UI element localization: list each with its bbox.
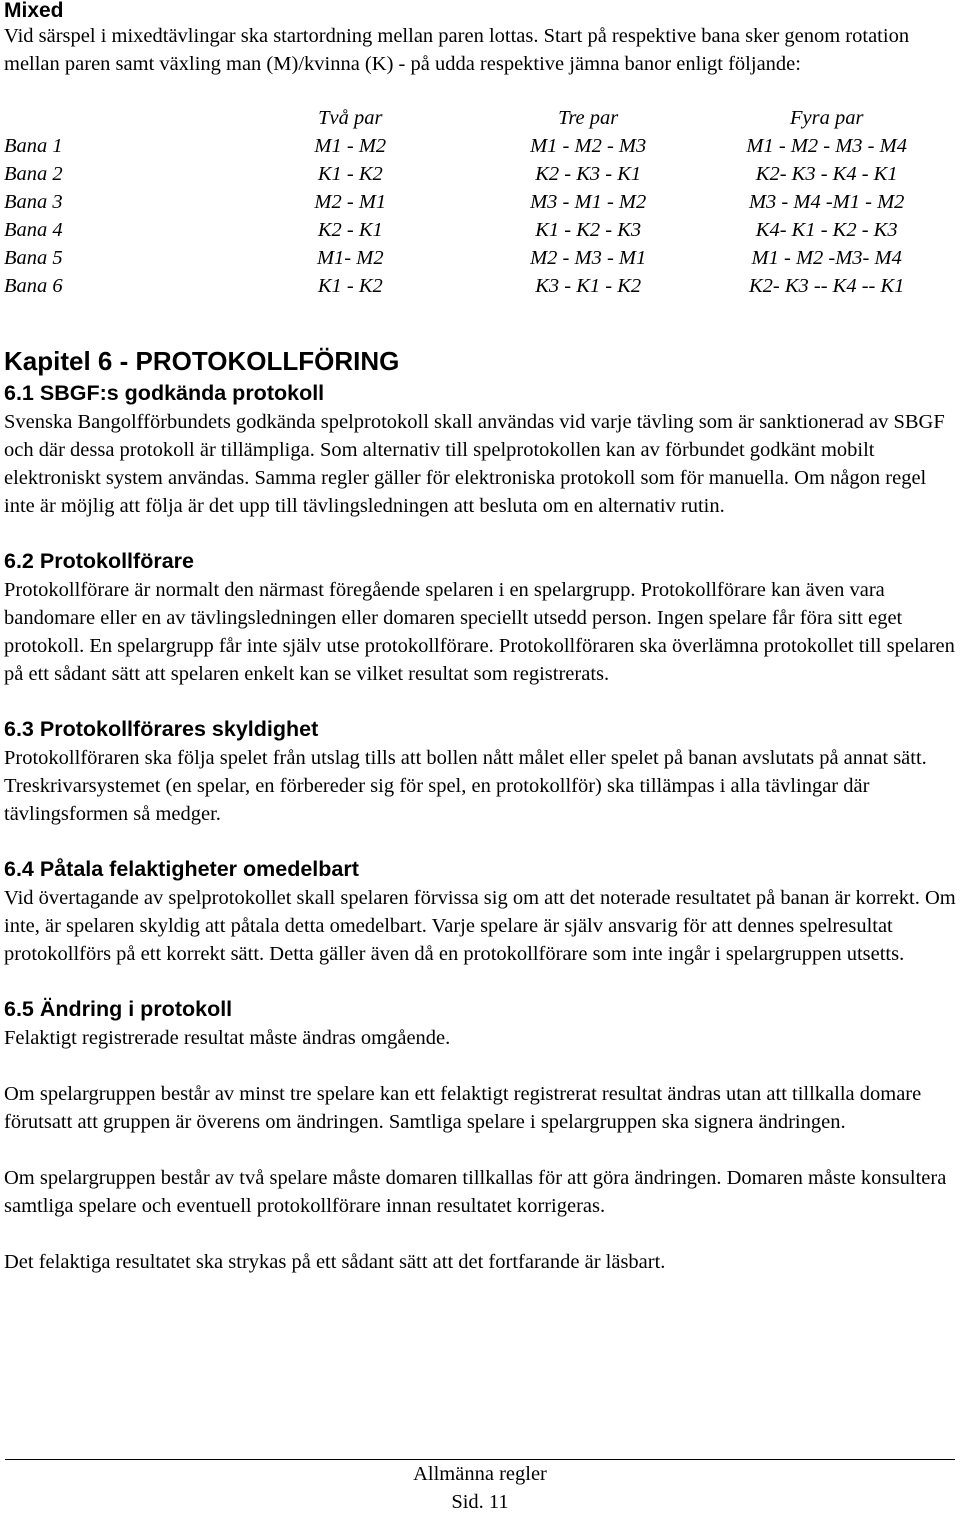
table-cell: K1 - K2 xyxy=(317,274,383,297)
section-6-1-heading: 6.1 SBGF:s godkända protokoll xyxy=(4,381,325,405)
page-footer xyxy=(0,1460,960,1516)
rotation-header-blank xyxy=(4,104,222,132)
mixed-paragraph: Vid särspel i mixedtävlingar ska startordning mellan paren lottas. Start på respektive bana sker genom rotation mellan paren samt växling man (M)/kvinna (K) - på udda respektive jämna banor enligt följande: xyxy=(4,25,910,75)
table-cell: K2 - K1 xyxy=(317,218,383,241)
table-row xyxy=(4,132,956,160)
table-row xyxy=(4,216,956,244)
table-cell: Bana 3 xyxy=(4,190,63,213)
table-cell: Bana 2 xyxy=(4,162,63,185)
section-6-4-text: Vid övertagande av spelprotokollet skall spelaren förvissa sig om att det noterade resultatet på banan är korrekt. Om inte, är spelaren skyldig att påtala detta omedelbart. Varje spelare är själv ansvarig för att dennes spelresultat protokollförs på ett korrekt sätt. Detta gäller även då en protokollförare som inte ingår i spelargruppen utsetts. xyxy=(4,887,956,965)
table-cell: M3 - M1 - M2 xyxy=(530,190,647,213)
table-row xyxy=(4,188,956,216)
footer-title: Allmänna regler xyxy=(413,1463,547,1485)
table-cell: M2 - M1 xyxy=(314,190,387,213)
section-6-2-text: Protokollförare är normalt den närmast föregående spelaren i en spelargrupp. Protokollförare kan även vara bandomare eller en av tävlingsledningen eller domaren speciellt utsedd person. Ingen spelare får föra sitt eget protokoll. En spelargrupp får inte själv utse protokollförare. Protokollföraren ska överlämna protokollet till spelaren på ett sådant sätt att spelaren enkelt kan se vilket resultat som registrerats. xyxy=(4,579,955,685)
section-6-3-text: Protokollföraren ska följa spelet från utslag tills att bollen nått målet eller spelet på banan avslutats på annat sätt. Treskrivarsystemet (en spelar, en förbereder sig för spel, en protokollför) ska tillämpas i alla tävlingar där tävlingsformen så medger. xyxy=(4,747,927,825)
table-cell: M3 - M4 -M1 - M2 xyxy=(748,190,905,213)
page-number: Sid. 11 xyxy=(451,1491,509,1513)
rotation-table-header-row xyxy=(4,104,956,132)
table-cell: Bana 4 xyxy=(4,218,63,241)
table-cell: M1 - M2 xyxy=(314,134,387,157)
table-cell: M1 - M2 - M3 xyxy=(530,134,647,157)
rotation-table xyxy=(4,104,956,300)
section-6-5-paragraph-3: Om spelargruppen består av två spelare måste domaren tillkallas för att göra ändringen. Domaren måste konsultera samtliga spelare och eventuell protokollförare innan resultatet korrigeras. xyxy=(4,1167,947,1217)
table-cell: Bana 5 xyxy=(4,246,63,269)
section-6-5-paragraph-4: Det felaktiga resultatet ska strykas på ett sådant sätt att det fortfarande är läsbart. xyxy=(4,1251,666,1273)
section-6-5-heading: 6.5 Ändring i protokoll xyxy=(4,997,233,1021)
table-cell: M1- M2 xyxy=(316,246,384,269)
rotation-header-four-pairs: Fyra par xyxy=(789,106,864,129)
table-cell: M1 - M2 -M3- M4 xyxy=(751,246,902,269)
document-page xyxy=(4,0,956,1276)
section-6-5-paragraph-1: Felaktigt registrerade resultat måste ändras omgående. xyxy=(4,1027,451,1049)
table-row xyxy=(4,160,956,188)
table-cell: Bana 6 xyxy=(4,274,63,297)
table-cell: K2- K3 - K4 - K1 xyxy=(755,162,898,185)
table-cell: K4- K1 - K2 - K3 xyxy=(755,218,898,241)
table-row xyxy=(4,244,956,272)
section-6-2-heading: 6.2 Protokollförare xyxy=(4,549,194,573)
table-row xyxy=(4,272,956,300)
rotation-header-three-pairs: Tre par xyxy=(558,106,619,129)
mixed-heading: Mixed xyxy=(4,0,64,22)
section-6-3-heading: 6.3 Protokollförares skyldighet xyxy=(4,717,319,741)
table-cell: K2- K3 -- K4 -- K1 xyxy=(748,274,905,297)
section-6-1-text: Svenska Bangolfförbundets godkända spelprotokoll skall användas vid varje tävling som är sanktionerad av SBGF och där dessa protokoll är tillämpliga. Som alternativ till spelprotokollen kan av förbundet godkänt mobilt elektroniskt system användas. Samma regler gäller för elektroniska protokoll som för manuella. Om någon regel inte är möjlig att följa är det upp till tävlingsledningen att besluta om en alternativ rutin. xyxy=(4,411,945,517)
table-cell: M1 - M2 - M3 - M4 xyxy=(746,134,907,157)
section-6-5-paragraph-2: Om spelargruppen består av minst tre spelare kan ett felaktigt registrerat resultat ändras utan att tillkalla domare förutsatt att gruppen är överens om ändringen. Samtliga spelare i spelargruppen ska signera ändringen. xyxy=(4,1083,922,1133)
table-cell: Bana 1 xyxy=(4,134,63,157)
rotation-header-two-pairs: Två par xyxy=(318,106,383,129)
chapter-title: Kapitel 6 - PROTOKOLLFÖRING xyxy=(4,346,400,376)
table-cell: M2 - M3 - M1 xyxy=(530,246,647,269)
table-cell: K1 - K2 - K3 xyxy=(535,218,642,241)
table-cell: K2 - K3 - K1 xyxy=(535,162,642,185)
table-cell: K3 - K1 - K2 xyxy=(535,274,642,297)
section-6-4-heading: 6.4 Påtala felaktigheter omedelbart xyxy=(4,857,359,881)
table-cell: K1 - K2 xyxy=(317,162,383,185)
